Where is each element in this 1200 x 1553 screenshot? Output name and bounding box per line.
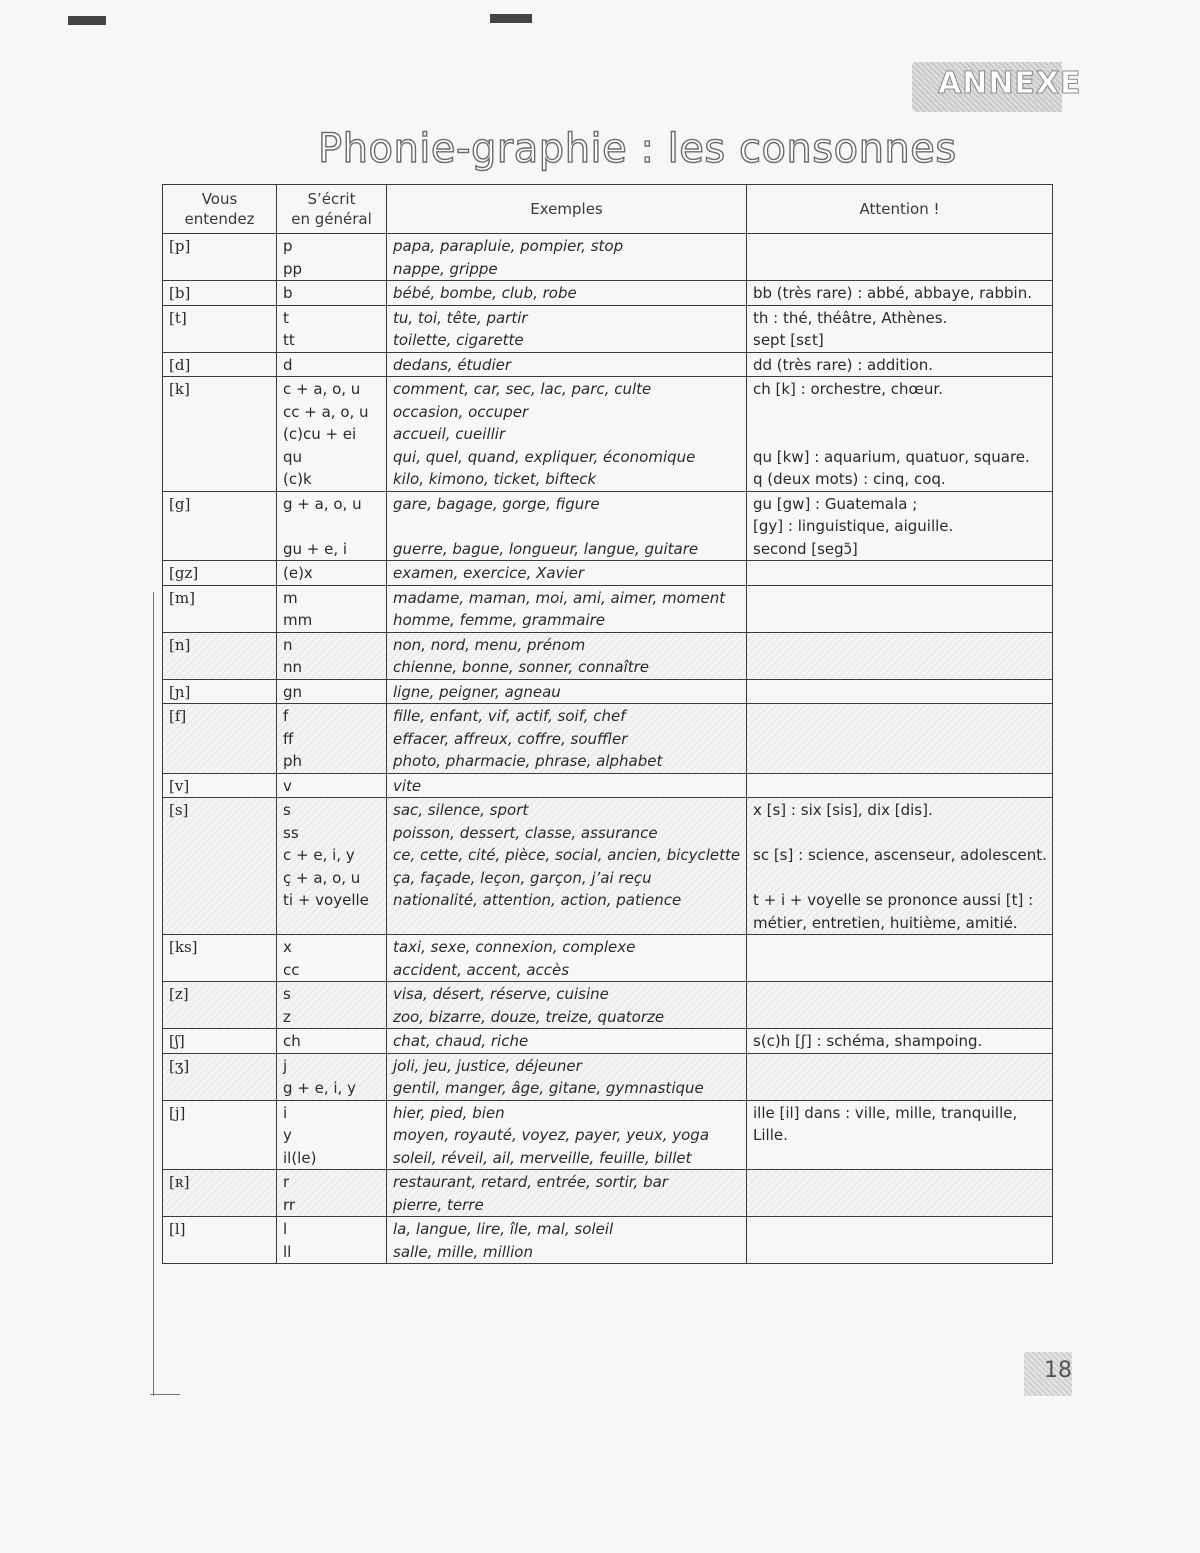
- examples-cell: dedans, étudier: [387, 352, 747, 377]
- examples-cell: vite: [387, 773, 747, 798]
- scan-mark: [490, 14, 532, 23]
- examples-cell: la, langue, lire, île, mal, soleil salle, mille, million: [387, 1217, 747, 1264]
- table-row: [163, 1053, 1053, 1100]
- sound-cell: [g]: [163, 491, 277, 561]
- attention-cell: bb (très rare) : abbé, abbaye, rabbin.: [747, 281, 1053, 306]
- attention-cell: [747, 234, 1053, 281]
- examples-cell: non, nord, menu, prénom chienne, bonne, sonner, connaître: [387, 632, 747, 679]
- examples-cell: papa, parapluie, pompier, stop nappe, grippe: [387, 234, 747, 281]
- table-row: [163, 561, 1053, 586]
- attention-cell: x [s] : six [sis], dix [dis]. sc [s] : science, ascenseur, adolescent. t + i + voyelle se prononce aussi [t] : métier, entretien, huitième, amitié.: [747, 798, 1053, 935]
- spelling-cell: n nn: [277, 632, 387, 679]
- sound-cell: [m]: [163, 585, 277, 632]
- annex-label: ANNEXE: [938, 66, 1082, 101]
- table-row: [163, 281, 1053, 306]
- sound-cell: [t]: [163, 305, 277, 352]
- examples-cell: madame, maman, moi, ami, aimer, moment homme, femme, grammaire: [387, 585, 747, 632]
- table-row: [163, 1217, 1053, 1264]
- table-row: [163, 305, 1053, 352]
- page-title: Phonie-graphie : les consonnes: [318, 126, 957, 172]
- phonetics-table: [162, 184, 1053, 1264]
- attention-cell: [747, 1170, 1053, 1217]
- table-row: [163, 491, 1053, 561]
- attention-cell: [747, 982, 1053, 1029]
- spelling-cell: gn: [277, 679, 387, 704]
- examples-cell: tu, toi, tête, partir toilette, cigarette: [387, 305, 747, 352]
- examples-cell: taxi, sexe, connexion, complexe accident, accent, accès: [387, 935, 747, 982]
- table-row: [163, 1170, 1053, 1217]
- spelling-cell: s ss c + e, i, y ç + a, o, u ti + voyelle: [277, 798, 387, 935]
- examples-cell: hier, pied, bien moyen, royauté, voyez, payer, yeux, yoga soleil, réveil, ail, merveille, feuille, billet: [387, 1100, 747, 1170]
- sound-cell: [d]: [163, 352, 277, 377]
- spelling-cell: t tt: [277, 305, 387, 352]
- sound-cell: [j]: [163, 1100, 277, 1170]
- table-row: [163, 982, 1053, 1029]
- attention-cell: [747, 1217, 1053, 1264]
- examples-cell: gare, bagage, gorge, figure guerre, bague, longueur, langue, guitare: [387, 491, 747, 561]
- examples-cell: restaurant, retard, entrée, sortir, bar pierre, terre: [387, 1170, 747, 1217]
- sound-cell: [n]: [163, 632, 277, 679]
- examples-cell: visa, désert, réserve, cuisine zoo, bizarre, douze, treize, quatorze: [387, 982, 747, 1029]
- scan-mark: [68, 16, 106, 25]
- sound-cell: [gz]: [163, 561, 277, 586]
- sound-cell: [l]: [163, 1217, 277, 1264]
- column-header-examples: Exemples: [387, 185, 747, 234]
- sound-cell: [ʒ]: [163, 1053, 277, 1100]
- table-row: [163, 234, 1053, 281]
- attention-cell: [747, 632, 1053, 679]
- spelling-cell: f ff ph: [277, 704, 387, 774]
- attention-cell: dd (très rare) : addition.: [747, 352, 1053, 377]
- margin-rule: [150, 1394, 180, 1395]
- table-row: [163, 704, 1053, 774]
- column-header-spelling: S’écrit en général: [277, 185, 387, 234]
- table-row: [163, 352, 1053, 377]
- sound-cell: [v]: [163, 773, 277, 798]
- spelling-cell: d: [277, 352, 387, 377]
- table-body: [163, 234, 1053, 1264]
- spelling-cell: i y il(le): [277, 1100, 387, 1170]
- examples-cell: comment, car, sec, lac, parc, culte occasion, occuper accueil, cueillir qui, quel, quand, expliquer, économique kilo, kimono, ticket, bifteck: [387, 377, 747, 492]
- attention-cell: [747, 773, 1053, 798]
- sound-cell: [ʀ]: [163, 1170, 277, 1217]
- spelling-cell: g + a, o, u gu + e, i: [277, 491, 387, 561]
- table-header-row: [163, 185, 1053, 234]
- attention-cell: ille [il] dans : ville, mille, tranquille, Lille.: [747, 1100, 1053, 1170]
- sound-cell: [k]: [163, 377, 277, 492]
- spelling-cell: r rr: [277, 1170, 387, 1217]
- spelling-cell: s z: [277, 982, 387, 1029]
- table-row: [163, 1029, 1053, 1054]
- spelling-cell: j g + e, i, y: [277, 1053, 387, 1100]
- attention-cell: [747, 935, 1053, 982]
- sound-cell: [f]: [163, 704, 277, 774]
- examples-cell: examen, exercice, Xavier: [387, 561, 747, 586]
- page-number: 18: [1044, 1358, 1072, 1383]
- attention-cell: [747, 704, 1053, 774]
- table-row: [163, 1100, 1053, 1170]
- examples-cell: bébé, bombe, club, robe: [387, 281, 747, 306]
- table-row: [163, 773, 1053, 798]
- attention-cell: ch [k] : orchestre, chœur. qu [kw] : aquarium, quatuor, square. q (deux mots) : cinq, coq.: [747, 377, 1053, 492]
- column-header-attention: Attention !: [747, 185, 1053, 234]
- attention-cell: [747, 1053, 1053, 1100]
- sound-cell: [z]: [163, 982, 277, 1029]
- attention-cell: [747, 679, 1053, 704]
- attention-cell: [747, 585, 1053, 632]
- spelling-cell: m mm: [277, 585, 387, 632]
- spelling-cell: x cc: [277, 935, 387, 982]
- spelling-cell: b: [277, 281, 387, 306]
- spelling-cell: l ll: [277, 1217, 387, 1264]
- examples-cell: chat, chaud, riche: [387, 1029, 747, 1054]
- table-row: [163, 585, 1053, 632]
- attention-cell: s(c)h [ʃ] : schéma, shampoing.: [747, 1029, 1053, 1054]
- attention-cell: [747, 561, 1053, 586]
- table-row: [163, 798, 1053, 935]
- sound-cell: [ɲ]: [163, 679, 277, 704]
- spelling-cell: v: [277, 773, 387, 798]
- spelling-cell: p pp: [277, 234, 387, 281]
- examples-cell: sac, silence, sport poisson, dessert, classe, assurance ce, cette, cité, pièce, social, ancien, bicyclette ça, façade, leçon, garçon, j’ai reçu nationalité, attention, action, patience: [387, 798, 747, 935]
- table-row: [163, 935, 1053, 982]
- examples-cell: fille, enfant, vif, actif, soif, chef effacer, affreux, coffre, souffler photo, pharmacie, phrase, alphabet: [387, 704, 747, 774]
- sound-cell: [b]: [163, 281, 277, 306]
- table-row: [163, 679, 1053, 704]
- table-row: [163, 377, 1053, 492]
- margin-rule: [153, 592, 154, 1396]
- attention-cell: gu [gw] : Guatemala ; [gy] : linguistique, aiguille. second [segɔ̃]: [747, 491, 1053, 561]
- examples-cell: ligne, peigner, agneau: [387, 679, 747, 704]
- spelling-cell: c + a, o, u cc + a, o, u (c)cu + ei qu (c)k: [277, 377, 387, 492]
- table-row: [163, 632, 1053, 679]
- spelling-cell: (e)x: [277, 561, 387, 586]
- sound-cell: [p]: [163, 234, 277, 281]
- examples-cell: joli, jeu, justice, déjeuner gentil, manger, âge, gitane, gymnastique: [387, 1053, 747, 1100]
- sound-cell: [s]: [163, 798, 277, 935]
- sound-cell: [ks]: [163, 935, 277, 982]
- attention-cell: th : thé, théâtre, Athènes. sept [sɛt]: [747, 305, 1053, 352]
- spelling-cell: ch: [277, 1029, 387, 1054]
- column-header-sound: Vous entendez: [163, 185, 277, 234]
- sound-cell: [ʃ]: [163, 1029, 277, 1054]
